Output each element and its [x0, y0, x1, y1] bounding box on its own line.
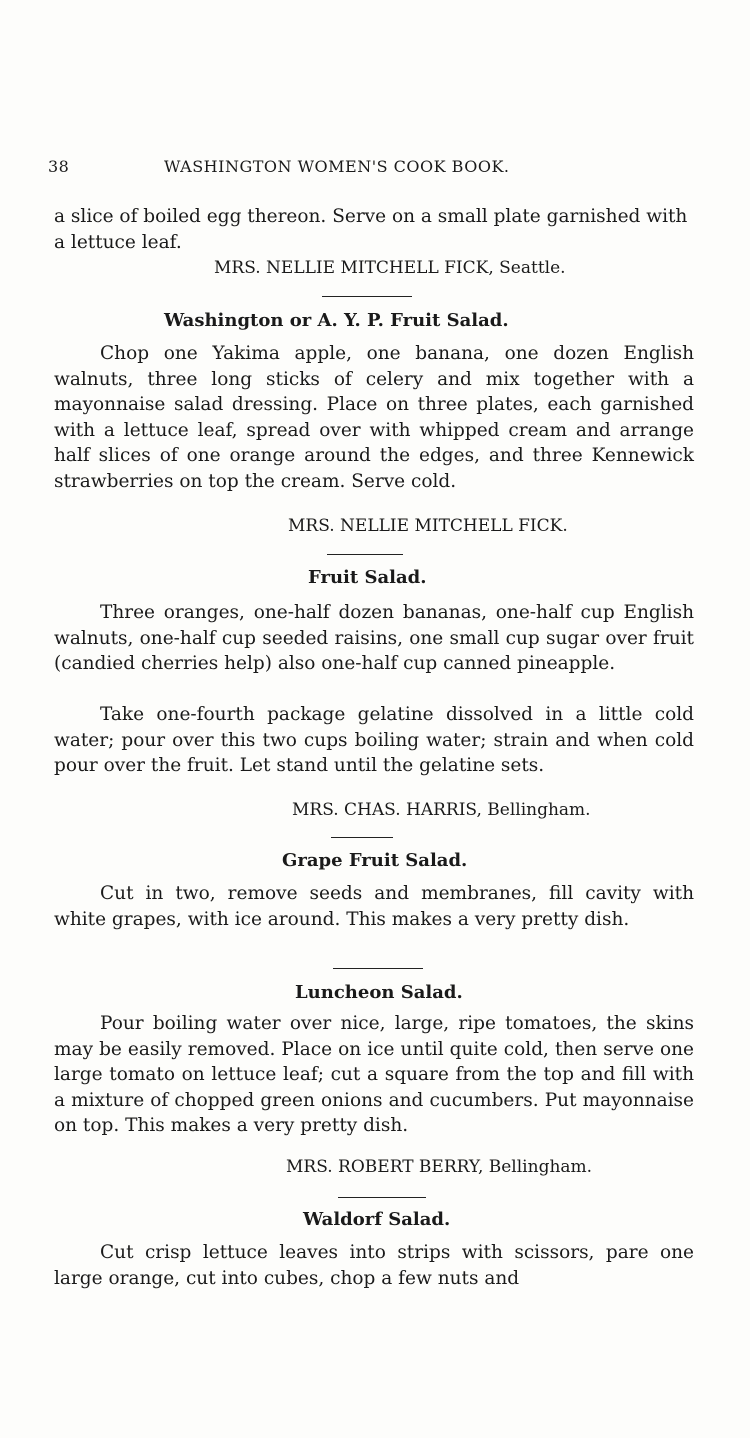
- page-number: 38: [48, 157, 70, 176]
- recipe-paragraph: Pour boiling water over nice, large, ripe tomatoes, the skins may be easily removed. Place on ice until quite cold, then serve one large tomato on lettuce leaf; cut a square from the top and fill with a mixture of chopped green onions and cucumbers. Put mayonnaise on top. This makes a very pretty dish.: [54, 1013, 694, 1136]
- signature: MRS. NELLIE MITCHELL FICK.: [288, 516, 568, 536]
- signature: MRS. ROBERT BERRY, Bellingham.: [286, 1157, 593, 1177]
- divider-rule: [338, 1197, 426, 1198]
- signature: MRS. CHAS. HARRIS, Bellingham.: [292, 800, 591, 820]
- recipe-paragraph: Three oranges, one-half dozen bananas, one-half cup English walnuts, one-half cup seeded raisins, one small cup sugar over fruit (candied cherries help) also one-half cup canned pineapple.: [54, 602, 694, 674]
- divider-rule: [333, 968, 423, 969]
- recipe-paragraph: Take one-fourth package gelatine dissolved in a little cold water; pour over this two cups boiling water; strain and when cold pour over the fruit. Let stand until the gelatine sets.: [54, 704, 694, 776]
- recipe-paragraph: Cut in two, remove seeds and membranes, fill cavity with white grapes, with ice around. This makes a very pretty dish.: [54, 883, 694, 930]
- divider-rule: [331, 837, 393, 838]
- continued-paragraph: a slice of boiled egg thereon. Serve on a small plate garnished with a lettuce leaf.: [54, 206, 688, 253]
- book-title: WASHINGTON WOMEN'S COOK BOOK.: [164, 157, 510, 176]
- recipe-title: Fruit Salad.: [308, 567, 427, 588]
- recipe-paragraph: Cut crisp lettuce leaves into strips with scissors, pare one large orange, cut into cubes, chop a few nuts and: [54, 1242, 694, 1289]
- recipe-title: Washington or A. Y. P. Fruit Salad.: [164, 310, 509, 331]
- recipe-title: Luncheon Salad.: [295, 982, 463, 1003]
- signature: MRS. NELLIE MITCHELL FICK, Seattle.: [214, 258, 566, 278]
- page-header: [48, 157, 688, 179]
- divider-rule: [327, 554, 403, 555]
- recipe-paragraph: Chop one Yakima apple, one banana, one dozen English walnuts, three long sticks of celery and mix together with a mayonnaise salad dressing. Place on three plates, each garnished with a lettuce leaf, spread over with whipped cream and arrange half slices of one orange around the edges, and three Kennewick strawberries on top the cream. Serve cold.: [54, 343, 694, 492]
- recipe-title: Waldorf Salad.: [303, 1209, 451, 1230]
- recipe-title: Grape Fruit Salad.: [282, 850, 468, 871]
- divider-rule: [322, 296, 412, 297]
